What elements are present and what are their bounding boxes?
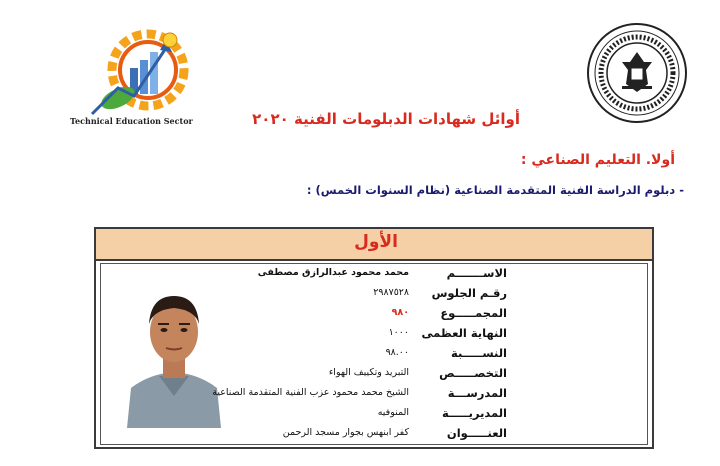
rank-band [96,229,652,261]
rank-label: الأول [354,232,398,252]
directorate-label: المديريـــــة [441,406,507,420]
seat-number-value: ٢٩٨٧٥٢٨ [373,287,409,298]
name-value: محمد محمود عبدالرازق مصطفى [257,267,409,278]
address-value: كفر ابنهس بجوار مسجد الرحمن [282,427,409,438]
specialization-label: التخصـــــص [439,366,507,380]
max-score-label: النهاية العظمى [421,326,507,340]
specialization-value: التبريد وتكييف الهواء [328,367,409,378]
max-score-value: ١٠٠٠ [388,327,409,338]
section-title: أولا. التعليم الصناعي : [520,152,675,168]
percentage-label: النســـــبة [451,346,507,360]
diploma-subtitle: - دبلوم الدراسة الفنية المتقدمة الصناعية (نظام السنوات الخمس) : [306,183,684,197]
school-value: الشيخ محمد محمود عزب الفنية المتقدمة الصناعية [212,387,409,398]
total-value: ٩٨٠ [391,307,409,318]
technical-education-logo [78,18,198,130]
student-details [100,263,648,445]
school-label: المدرســـة [447,386,507,400]
ministry-seal [586,22,688,124]
name-label: الاســـــــم [446,266,507,280]
seat-number-label: رقـم الجلوس [431,286,507,300]
main-title: أوائل شهادات الدبلومات الفنية ٢٠٢٠ [252,110,520,128]
student-card [94,227,654,449]
address-label: العنـــــوان [446,426,507,440]
logo-caption: Technical Education Sector [70,116,193,126]
directorate-value: المنوفيه [377,407,409,418]
total-label: المجمـــــوع [440,306,507,320]
percentage-value: ٩٨.٠٠ [385,347,409,358]
